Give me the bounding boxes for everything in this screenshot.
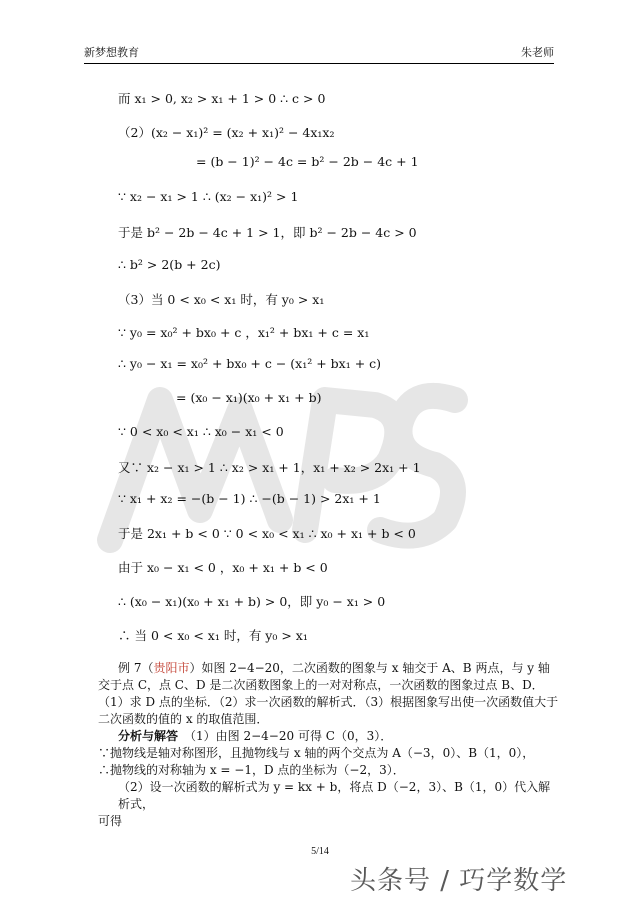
math-line-6: ∴ b² > 2(b + 2c) — [118, 257, 221, 272]
analysis-line-4: （2）设一次函数的解析式为 y = kx + b，将点 D（−2，3）、B（1，0）代入解析式， — [118, 780, 551, 811]
math-line-17: ∴ 当 0 < x₀ < x₁ 时，有 y₀ > x₁ — [118, 628, 308, 643]
math-line-12: 又∵ x₂ − x₁ > 1 ∴ x₂ > x₁ + 1，x₁ + x₂ > 2x₁ + 1 — [118, 460, 421, 475]
math-line-11: ∵ 0 < x₀ < x₁ ∴ x₀ − x₁ < 0 — [118, 424, 284, 439]
page-number: 5/14 — [311, 846, 329, 857]
math-line-15: 由于 x₀ − x₁ < 0 ，x₀ + x₁ + b < 0 — [118, 560, 328, 575]
math-line-2: （2）(x₂ − x₁)² = (x₂ + x₁)² − 4x₁x₂ — [118, 125, 335, 140]
math-line-3: = (b − 1)² − 4c = b² − 2b − 4c + 1 — [196, 154, 419, 169]
header-right: 朱老师 — [521, 47, 554, 59]
analysis-label: 分析与解答 — [118, 729, 179, 743]
math-line-13: ∵ x₁ + x₂ = −(b − 1) ∴ −(b − 1) > 2x₁ + 1 — [118, 491, 381, 506]
analysis-line-1: （1）由图 2−4−20 可得 C（0，3）． — [190, 729, 393, 743]
brand-watermark: 头条号 / 巧学数学 — [350, 866, 568, 896]
analysis-line-3: ∴抛物线的对称轴为 x = −1，D 点的坐标为（−2，3）． — [98, 763, 405, 777]
math-line-7: （3）当 0 < x₀ < x₁ 时，有 y₀ > x₁ — [118, 292, 325, 307]
page-header — [84, 44, 554, 60]
math-line-5: 于是 b² − 2b − 4c + 1 > 1，即 b² − 2b − 4c > 0 — [118, 225, 417, 240]
math-line-8: ∵ y₀ = x₀² + bx₀ + c ，x₁² + bx₁ + c = x₁ — [118, 325, 370, 340]
math-line-14: 于是 2x₁ + b < 0 ∵ 0 < x₀ < x₁ ∴ x₀ + x₁ + b < 0 — [118, 526, 416, 541]
example-city: 贵阳市 — [153, 661, 190, 675]
header-rule — [84, 63, 554, 64]
example-text: ）如图 2−4−20，二次函数的图象与 x 轴交于 A、B 两点，与 y 轴交于点 C，点 C、D 是二次函数图象上的一对对称点，一次函数的图象过点 B、D．（1）求 D 点的坐标．（2）求一次函数的解析式．（3）根据图象写出使一次函数值大于二次函数的值的 x 的取值范围． — [98, 661, 559, 726]
example-prefix: 例 7（ — [118, 661, 154, 675]
header-left: 新梦想教育 — [84, 47, 139, 59]
math-line-9: ∴ y₀ − x₁ = x₀² + bx₀ + c − (x₁² + bx₁ + c) — [118, 356, 382, 371]
math-line-1: 而 x₁ > 0, x₂ > x₁ + 1 > 0 ∴ c > 0 — [118, 91, 326, 106]
example-7-paragraph — [98, 660, 560, 728]
analysis-line-2: ∵抛物线是轴对称图形，且抛物线与 x 轴的两个交点为 A（−3，0）、B（1，0）， — [98, 746, 535, 760]
math-line-10: = (x₀ − x₁)(x₀ + x₁ + b) — [176, 390, 322, 405]
math-line-4: ∵ x₂ − x₁ > 1 ∴ (x₂ − x₁)² > 1 — [118, 189, 299, 204]
analysis-block — [98, 728, 560, 830]
math-line-16: ∴ (x₀ − x₁)(x₀ + x₁ + b) > 0，即 y₀ − x₁ > 0 — [118, 594, 386, 609]
analysis-line-5: 可得 — [98, 814, 123, 828]
